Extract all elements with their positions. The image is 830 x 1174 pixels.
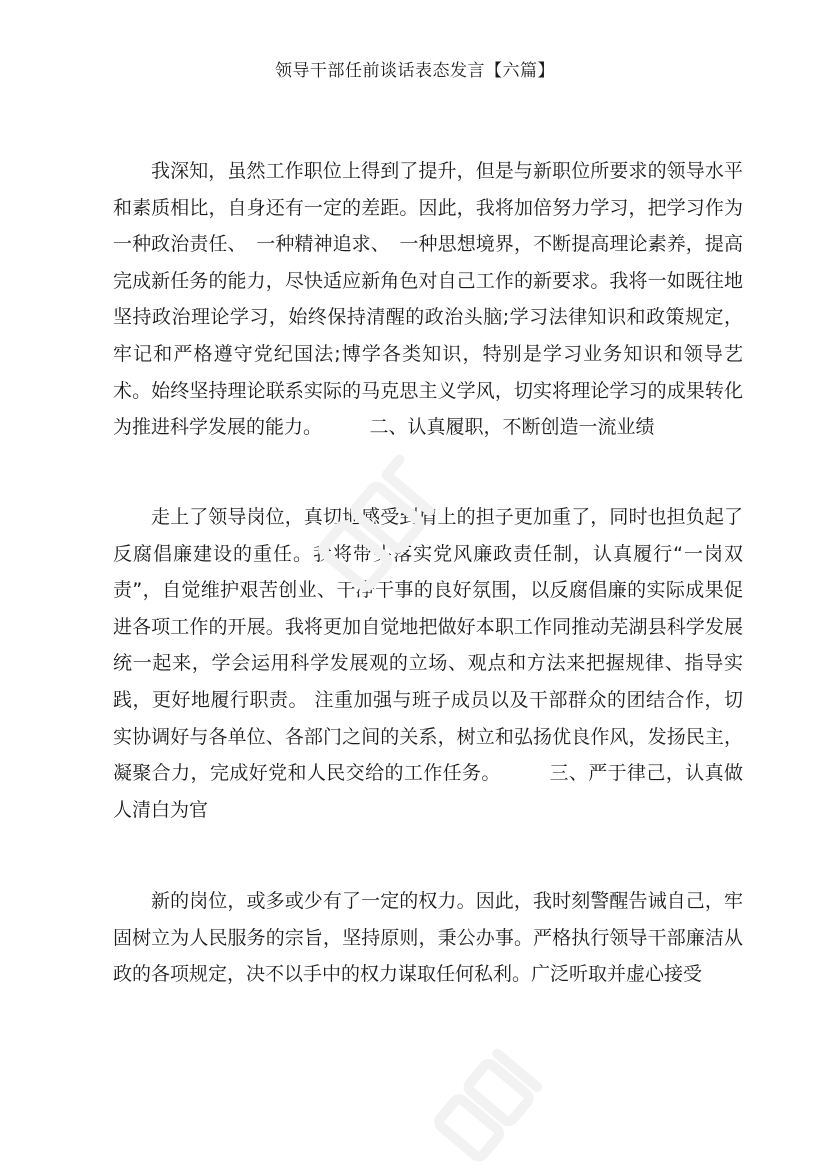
body-paragraph-3: 新的岗位，或多或少有了一定的权力。因此，我时刻警醒告诫自己，牢固树立为人民服务的宗旨，坚持原则，秉公办事。严格执行领导干部廉洁从政的各项规定，决不以手中的权力谋取任何私利。广泛听取并虚心接受 xyxy=(113,890,743,986)
document-title: 领导干部任前谈话表态发言【六篇】 xyxy=(275,61,555,81)
watermark-mark-2 xyxy=(410,1030,580,1170)
body-paragraph-1: 我深知，虽然工作职位上得到了提升，但是与新职位所要求的领导水平和素质相比，自身还有一定的差距。因此，我将加倍努力学习，把学习作为一种政治责任、 一种精神追求、 一种思想境界，不断提高理论素养，提高完成新任务的能力，尽快适应新角色对自己工作的新要求。我将一如既往地坚持政治理论学习，始终保持清醒的政治头脑;学习法律知识和政策规定，牢记和严格遵守党纪国法;博学各类知识，特别是学习业务知识和领导艺术。始终坚持理论联系实际的马克思主义学风，切实将理论学习的成果转化为推进科学发展的能力。 二、认真履职，不断创造一流业绩 xyxy=(113,160,743,439)
body-paragraph-2: 走上了领导岗位，真切地感受到肩上的担子更加重了，同时也担负起了反腐倡廉建设的重任。我将带头落实党风廉政责任制，认真履行“一岗双责”，自觉维护艰苦创业、干净干事的良好氛围，以反腐倡廉的实际成果促进各项工作的开展。我将更加自觉地把做好本职工作同推动芜湖县科学发展统一起来，学会运用科学发展观的立场、观点和方法来把握规律、指导实践，更好地履行职责。 注重加强与班子成员以及干部群众的团结合作，切实协调好与各单位、各部门之间的关系，树立和弘扬优良作风，发扬民主，凝聚合力，完成好党和人民交给的工作任务。 三、严于律己，认真做人清白为官 xyxy=(113,506,743,821)
